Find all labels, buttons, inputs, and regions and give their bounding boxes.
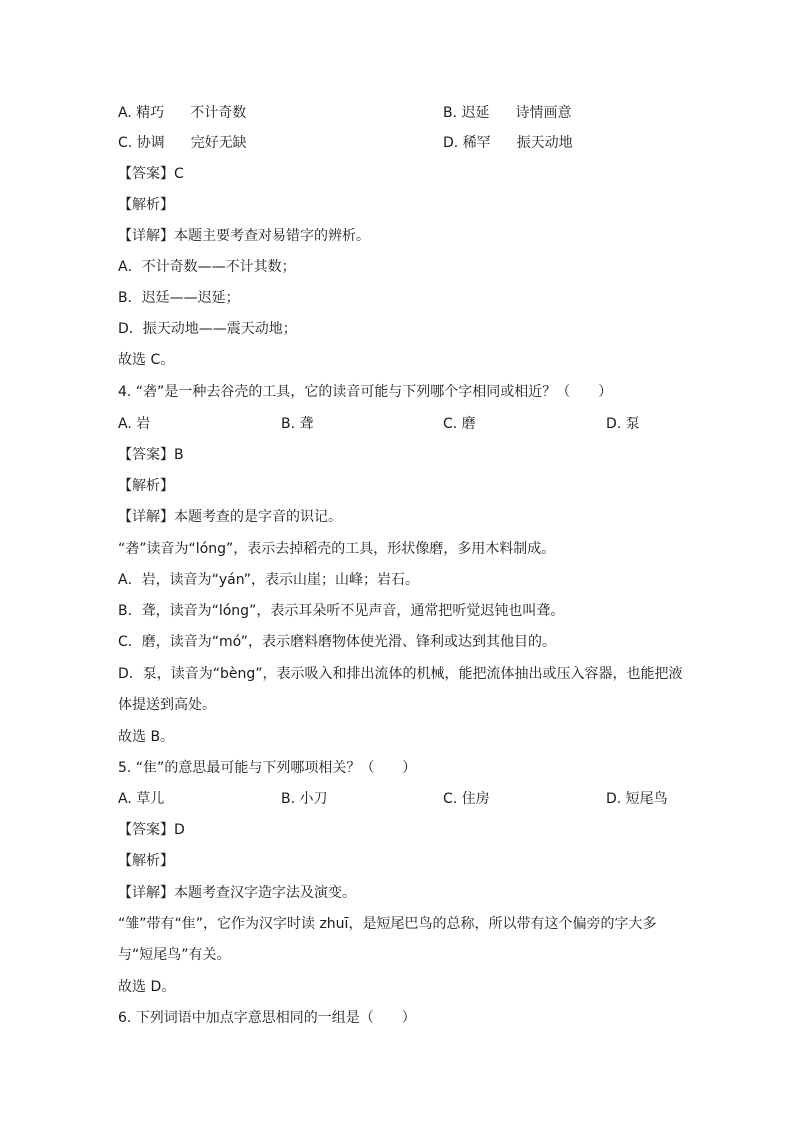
q5-analysis-heading: 【解析】 <box>118 853 174 869</box>
q5-answer: 【答案】D <box>118 822 185 838</box>
q4-explanation-line: 体提送到高处。 <box>118 697 216 713</box>
q3-answer: 【答案】C <box>118 166 184 182</box>
q5-explanation-line: 与“短尾鸟”有关。 <box>118 947 231 963</box>
q5-detail: 【详解】本题考查汉字造字法及演变。 <box>118 885 356 901</box>
q4-explanation-line: C．磨，读音为“mó”，表示磨料磨物体使光滑、锋利或达到其他目的。 <box>118 634 556 650</box>
q5-option-d: D. 短尾鸟 <box>606 791 668 807</box>
q5-stem: 5. “隹”的意思最可能与下列哪项相关？（ ） <box>118 760 417 776</box>
q4-explanation-line: D．泵，读音为“bèng”，表示吸入和排出流体的机械，能把流体抽出或压入容器，也能把液 <box>118 666 683 682</box>
q4-detail: 【详解】本题考查的是字音的识记。 <box>118 509 342 525</box>
q4-stem: 4. “砻”是一种去谷壳的工具，它的读音可能与下列哪个字相同或相近？（ ） <box>118 384 613 400</box>
q4-analysis-heading: 【解析】 <box>118 478 174 494</box>
q3-option-d: D. 稀罕 振天动地 <box>443 135 573 151</box>
q6-stem: 6. 下列词语中加点字意思相同的一组是（ ） <box>118 1010 416 1026</box>
q4-answer: 【答案】B <box>118 447 184 463</box>
q3-option-b: B. 迟延 诗情画意 <box>443 105 572 121</box>
q3-explanation-line: B．迟廷——迟延； <box>118 290 240 306</box>
q3-explanation-line: D．振天动地——震天动地； <box>118 321 297 337</box>
q5-option-a: A. 草儿 <box>118 791 165 807</box>
q3-conclusion: 故选 C。 <box>118 352 175 368</box>
q4-option-b: B. 聋 <box>281 416 314 432</box>
q3-option-c: C. 协调 完好无缺 <box>118 135 247 151</box>
q5-option-c: C. 住房 <box>443 791 490 807</box>
q4-explanation-line: A．岩，读音为“yán”，表示山崖；山峰；岩石。 <box>118 572 420 588</box>
q4-option-c: C. 磨 <box>443 416 476 432</box>
q5-conclusion: 故选 D。 <box>118 979 176 995</box>
q3-detail: 【详解】本题主要考查对易错字的辨析。 <box>118 228 370 244</box>
q3-option-a: A. 精巧 不计奇数 <box>118 105 247 121</box>
q4-option-a: A. 岩 <box>118 416 151 432</box>
q4-option-d: D. 泵 <box>606 416 640 432</box>
q4-conclusion: 故选 B。 <box>118 729 175 745</box>
q3-analysis-heading: 【解析】 <box>118 197 174 213</box>
q3-explanation-line: A．不计奇数——不计其数； <box>118 259 296 275</box>
q5-explanation-line: “雏”带有“隹”，它作为汉字时读 zhuī，是短尾巴鸟的总称，所以带有这个偏旁的字大多 <box>118 916 657 932</box>
q5-option-b: B. 小刀 <box>281 791 328 807</box>
q4-explanation-line: “砻”读音为“lóng”，表示去掉稻壳的工具，形状像磨，多用木料制成。 <box>118 541 556 557</box>
q4-explanation-line: B．聋，读音为“lóng”，表示耳朵听不见声音，通常把听觉迟钝也叫聋。 <box>118 603 565 619</box>
